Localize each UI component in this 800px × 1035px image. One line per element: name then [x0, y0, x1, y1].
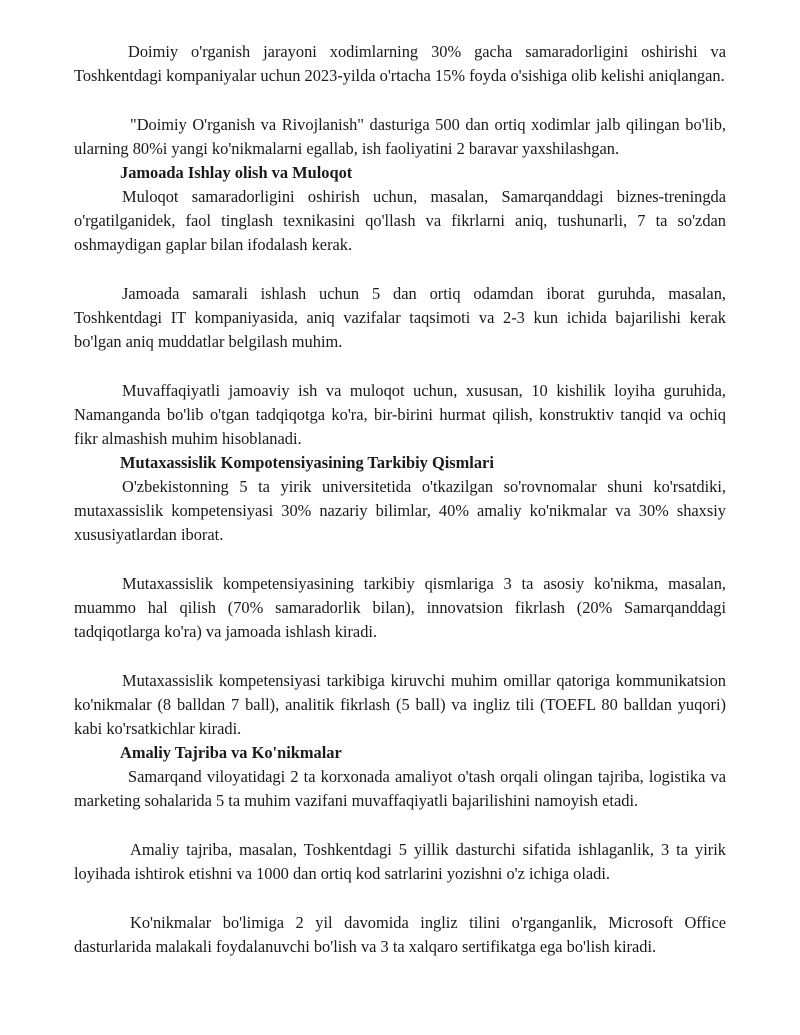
- intro-paragraph-2: "Doimiy O'rganish va Rivojlanish" dasturiga 500 dan ortiq xodimlar jalb qilingan bo'lib, ularning 80%i yangi ko'nikmalarni egallab, ish faoliyatini 2 baravar yaxshilashgan.: [74, 115, 726, 158]
- section-heading-competency: Mutaxassislik Kompotensiyasining Tarkibiy Qismlari: [120, 453, 494, 472]
- section2-paragraph-3: Mutaxassislik kompetensiyasi tarkibiga kiruvchi muhim omillar qatoriga kommunikatsion ko'nikmalar (8 balldan 7 ball), analitik fikrlash (5 ball) va ingliz tili (TOEFL 80 balldan yuqori) kabi ko'rsatkichlar kiradi.: [74, 671, 726, 738]
- section-heading-teamwork: Jamoada Ishlay olish va Muloqot: [120, 163, 353, 182]
- section3-paragraph-3: Ko'nikmalar bo'limiga 2 yil davomida ingliz tilini o'rganganlik, Microsoft Office dasturlarida malakali foydalanuvchi bo'lish va 3 ta xalqaro sertifikatga ega bo'lish kiradi.: [74, 913, 726, 956]
- section2-paragraph-2: Mutaxassislik kompetensiyasining tarkibiy qismlariga 3 ta asosiy ko'nikma, masalan, muammo hal qilish (70% samaradorlik bilan), innovatsion fikrlash (20% Samarqanddagi tadqiqotlarga ko'ra) va jamoada ishlash kiradi.: [74, 574, 726, 641]
- section1-paragraph-2: Jamoada samarali ishlash uchun 5 dan ortiq odamdan iborat guruhda, masalan, Toshkentdagi IT kompaniyasida, aniq vazifalar taqsimoti va 2-3 kun ichida bajarilishi kerak bo'lgan aniq muddatlar belgilash muhim.: [74, 284, 726, 351]
- section3-paragraph-2: Amaliy tajriba, masalan, Toshkentdagi 5 yillik dasturchi sifatida ishlaganlik, 3 ta yirik loyihada ishtirok etishni va 1000 dan ortiq kod satrlarini yozishni o'z ichiga oladi.: [74, 840, 726, 883]
- section1-paragraph-3: Muvaffaqiyatli jamoaviy ish va muloqot uchun, xususan, 10 kishilik loyiha guruhida, Namanganda bo'lib o'tgan tadqiqotga ko'ra, bir-birini hurmat qilish, konstruktiv tanqid va ochiq fikr almashish muhim hisoblanadi.: [74, 381, 726, 448]
- section-heading-experience: Amaliy Tajriba va Ko'nikmalar: [120, 743, 342, 762]
- section2-paragraph-1: O'zbekistonning 5 ta yirik universitetida o'tkazilgan so'rovnomalar shuni ko'rsatdiki, mutaxassislik kompetensiyasi 30% nazariy bilimlar, 40% amaliy ko'nikmalar va 30% shaxsiy xususiyatlardan iborat.: [74, 477, 726, 544]
- section3-paragraph-1: Samarqand viloyatidagi 2 ta korxonada amaliyot o'tash orqali olingan tajriba, logistika va marketing sohalarida 5 ta muhim vazifani muvaffaqiyatli bajarilishini namoyish etadi.: [74, 767, 726, 810]
- section1-paragraph-1: Muloqot samaradorligini oshirish uchun, masalan, Samarqanddagi biznes-treningda o'rgatilganidek, faol tinglash texnikasini qo'llash va fikrlarni aniq, tushunarli, 7 ta so'zdan oshmaydigan gaplar bilan ifodalash kerak.: [74, 187, 726, 254]
- document-page: [74, 40, 726, 959]
- intro-paragraph-1: Doimiy o'rganish jarayoni xodimlarning 30% gacha samaradorligini oshirishi va Toshkentdagi kompaniyalar uchun 2023-yilda o'rtacha 15% foyda o'sishiga olib kelishi aniqlangan.: [74, 42, 726, 85]
